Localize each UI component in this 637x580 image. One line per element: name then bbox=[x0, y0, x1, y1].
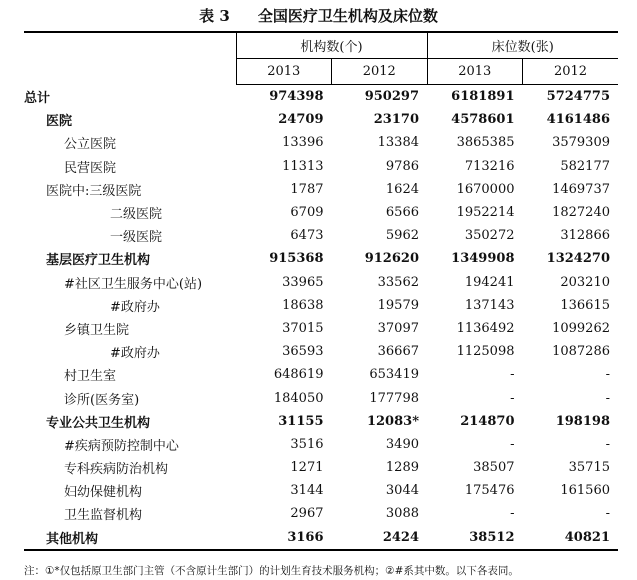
cell-value: 312866 bbox=[560, 228, 610, 244]
table-title-text: 全国医疗卫生机构及床位数 bbox=[257, 7, 438, 25]
cell-value: 161560 bbox=[560, 483, 610, 499]
row-label: 基层医疗卫生机构 bbox=[46, 253, 151, 269]
cell-value: - bbox=[605, 436, 610, 452]
row-label: 乡镇卫生院 bbox=[64, 322, 130, 338]
cell-value: 214870 bbox=[460, 413, 515, 429]
cell-value: - bbox=[605, 367, 610, 383]
row-label: 专业公共卫生机构 bbox=[46, 415, 151, 431]
cell-value: - bbox=[510, 367, 515, 383]
cell-value: 950297 bbox=[364, 89, 419, 105]
cell-value: 1289 bbox=[385, 460, 419, 476]
cell-value: 13384 bbox=[377, 135, 419, 151]
cell-value: 3044 bbox=[385, 483, 419, 499]
cell-value: 1324270 bbox=[546, 251, 610, 267]
table-title bbox=[0, 4, 637, 28]
cell-value: 1271 bbox=[290, 460, 324, 476]
table-row bbox=[24, 85, 618, 109]
cell-value: 6709 bbox=[290, 205, 324, 221]
row-label: 村卫生室 bbox=[64, 369, 117, 385]
row-label: 其他机构 bbox=[24, 526, 236, 550]
table-row bbox=[24, 386, 618, 409]
header-year: 2012 bbox=[332, 59, 428, 85]
cell-value: 37097 bbox=[377, 320, 419, 336]
table-row bbox=[24, 178, 618, 201]
cell-value: 5962 bbox=[385, 228, 419, 244]
cell-value: 36667 bbox=[377, 344, 419, 360]
table-row bbox=[24, 317, 618, 340]
cell-value: 177798 bbox=[369, 390, 419, 406]
cell-value: 1469737 bbox=[552, 181, 610, 197]
table-row bbox=[24, 433, 618, 456]
row-label: 医院中:三级医院 bbox=[46, 183, 142, 199]
table-row bbox=[24, 155, 618, 178]
cell-value: 9786 bbox=[385, 158, 419, 174]
row-label: #社区卫生服务中心(站) bbox=[64, 276, 203, 292]
header-year: 2013 bbox=[427, 59, 523, 85]
table-row bbox=[24, 340, 618, 363]
cell-value: 184050 bbox=[273, 390, 324, 406]
cell-value: 653419 bbox=[369, 367, 419, 383]
row-label: #政府办 bbox=[110, 299, 160, 315]
cell-value: 136615 bbox=[560, 297, 610, 313]
cell-value: 1827240 bbox=[552, 205, 610, 221]
cell-value: 40821 bbox=[523, 526, 619, 550]
row-label: 总计 bbox=[24, 90, 51, 106]
facilities-table bbox=[24, 31, 618, 551]
header-year: 2012 bbox=[523, 59, 619, 85]
cell-value: 31155 bbox=[278, 413, 324, 429]
cell-value: 3865385 bbox=[456, 135, 515, 151]
cell-value: 3579309 bbox=[552, 135, 610, 151]
row-label: 公立医院 bbox=[64, 137, 117, 153]
cell-value: 915368 bbox=[269, 251, 324, 267]
cell-value: 175476 bbox=[464, 483, 515, 499]
cell-value: 38512 bbox=[427, 526, 523, 550]
row-label: 民营医院 bbox=[64, 160, 117, 176]
header-year: 2013 bbox=[236, 59, 332, 85]
cell-value: 3516 bbox=[290, 436, 324, 452]
cell-value: 198198 bbox=[555, 413, 610, 429]
table-row bbox=[24, 247, 618, 270]
cell-value: 11313 bbox=[282, 158, 324, 174]
cell-value: 1349908 bbox=[451, 251, 515, 267]
cell-value: 3088 bbox=[385, 506, 419, 522]
cell-value: 912620 bbox=[364, 251, 419, 267]
table-row bbox=[24, 131, 618, 154]
cell-value: 1952214 bbox=[456, 205, 515, 221]
cell-value: 6566 bbox=[385, 205, 419, 221]
cell-value: 713216 bbox=[464, 158, 515, 174]
cell-value: 974398 bbox=[269, 89, 324, 105]
header-beds: 床位数(张) bbox=[427, 32, 618, 59]
cell-value: 2967 bbox=[290, 506, 324, 522]
row-label: 专科疾病防治机构 bbox=[64, 462, 169, 478]
cell-value: - bbox=[510, 506, 515, 522]
cell-value: 648619 bbox=[273, 367, 324, 383]
cell-value: 203210 bbox=[560, 274, 610, 290]
row-label: 医院 bbox=[46, 114, 73, 130]
table-footnote: 注：①*仅包括原卫生部门主管（不含原计生部门）的计划生育技术服务机构；②#系其中数。以下各表同。 bbox=[24, 565, 519, 577]
cell-value: 3490 bbox=[385, 436, 419, 452]
cell-value: 12083* bbox=[366, 413, 419, 429]
cell-value: 137143 bbox=[464, 297, 515, 313]
cell-value: 1670000 bbox=[456, 181, 515, 197]
cell-value: 36593 bbox=[282, 344, 324, 360]
cell-value: 1087286 bbox=[552, 344, 610, 360]
row-label: #政府办 bbox=[110, 346, 160, 362]
table-row bbox=[24, 294, 618, 317]
table-number: 表 3 bbox=[199, 7, 230, 25]
table-row bbox=[24, 271, 618, 294]
cell-value: 1624 bbox=[385, 181, 419, 197]
cell-value: 33562 bbox=[377, 274, 419, 290]
cell-value: - bbox=[510, 390, 515, 406]
row-label: 诊所(医务室) bbox=[64, 392, 140, 408]
row-label: 一级医院 bbox=[110, 230, 163, 246]
cell-value: 1136492 bbox=[456, 320, 515, 336]
cell-value: 4578601 bbox=[451, 112, 515, 128]
cell-value: 24709 bbox=[278, 112, 324, 128]
table-row bbox=[24, 363, 618, 386]
table-row bbox=[24, 410, 618, 433]
cell-value: 37015 bbox=[282, 320, 324, 336]
cell-value: 13396 bbox=[282, 135, 324, 151]
table-row bbox=[24, 224, 618, 247]
cell-value: 19579 bbox=[377, 297, 419, 313]
cell-value: 6473 bbox=[290, 228, 324, 244]
table-row bbox=[24, 201, 618, 224]
row-label: 妇幼保健机构 bbox=[64, 485, 143, 501]
cell-value: - bbox=[510, 436, 515, 452]
cell-value: 18638 bbox=[282, 297, 324, 313]
table-row bbox=[24, 456, 618, 479]
cell-value: 194241 bbox=[464, 274, 515, 290]
header-blank bbox=[24, 32, 236, 85]
cell-value: 2424 bbox=[332, 526, 428, 550]
cell-value: 38507 bbox=[473, 460, 515, 476]
row-label: 二级医院 bbox=[110, 207, 163, 223]
cell-value: - bbox=[605, 506, 610, 522]
row-label: 卫生监督机构 bbox=[64, 508, 143, 524]
cell-value: 1125098 bbox=[456, 344, 515, 360]
cell-value: 350272 bbox=[464, 228, 515, 244]
header-institutions: 机构数(个) bbox=[236, 32, 427, 59]
cell-value: - bbox=[605, 390, 610, 406]
cell-value: 35715 bbox=[568, 460, 610, 476]
cell-value: 1787 bbox=[290, 181, 324, 197]
table-row bbox=[24, 479, 618, 502]
table-row bbox=[24, 502, 618, 525]
cell-value: 6181891 bbox=[451, 89, 515, 105]
table-row bbox=[24, 526, 618, 550]
cell-value: 33965 bbox=[282, 274, 324, 290]
cell-value: 1099262 bbox=[552, 320, 610, 336]
cell-value: 3144 bbox=[290, 483, 324, 499]
cell-value: 23170 bbox=[373, 112, 419, 128]
cell-value: 3166 bbox=[236, 526, 332, 550]
row-label: #疾病预防控制中心 bbox=[64, 438, 179, 454]
table-row bbox=[24, 108, 618, 131]
cell-value: 582177 bbox=[560, 158, 610, 174]
cell-value: 5724775 bbox=[546, 89, 610, 105]
cell-value: 4161486 bbox=[546, 112, 610, 128]
